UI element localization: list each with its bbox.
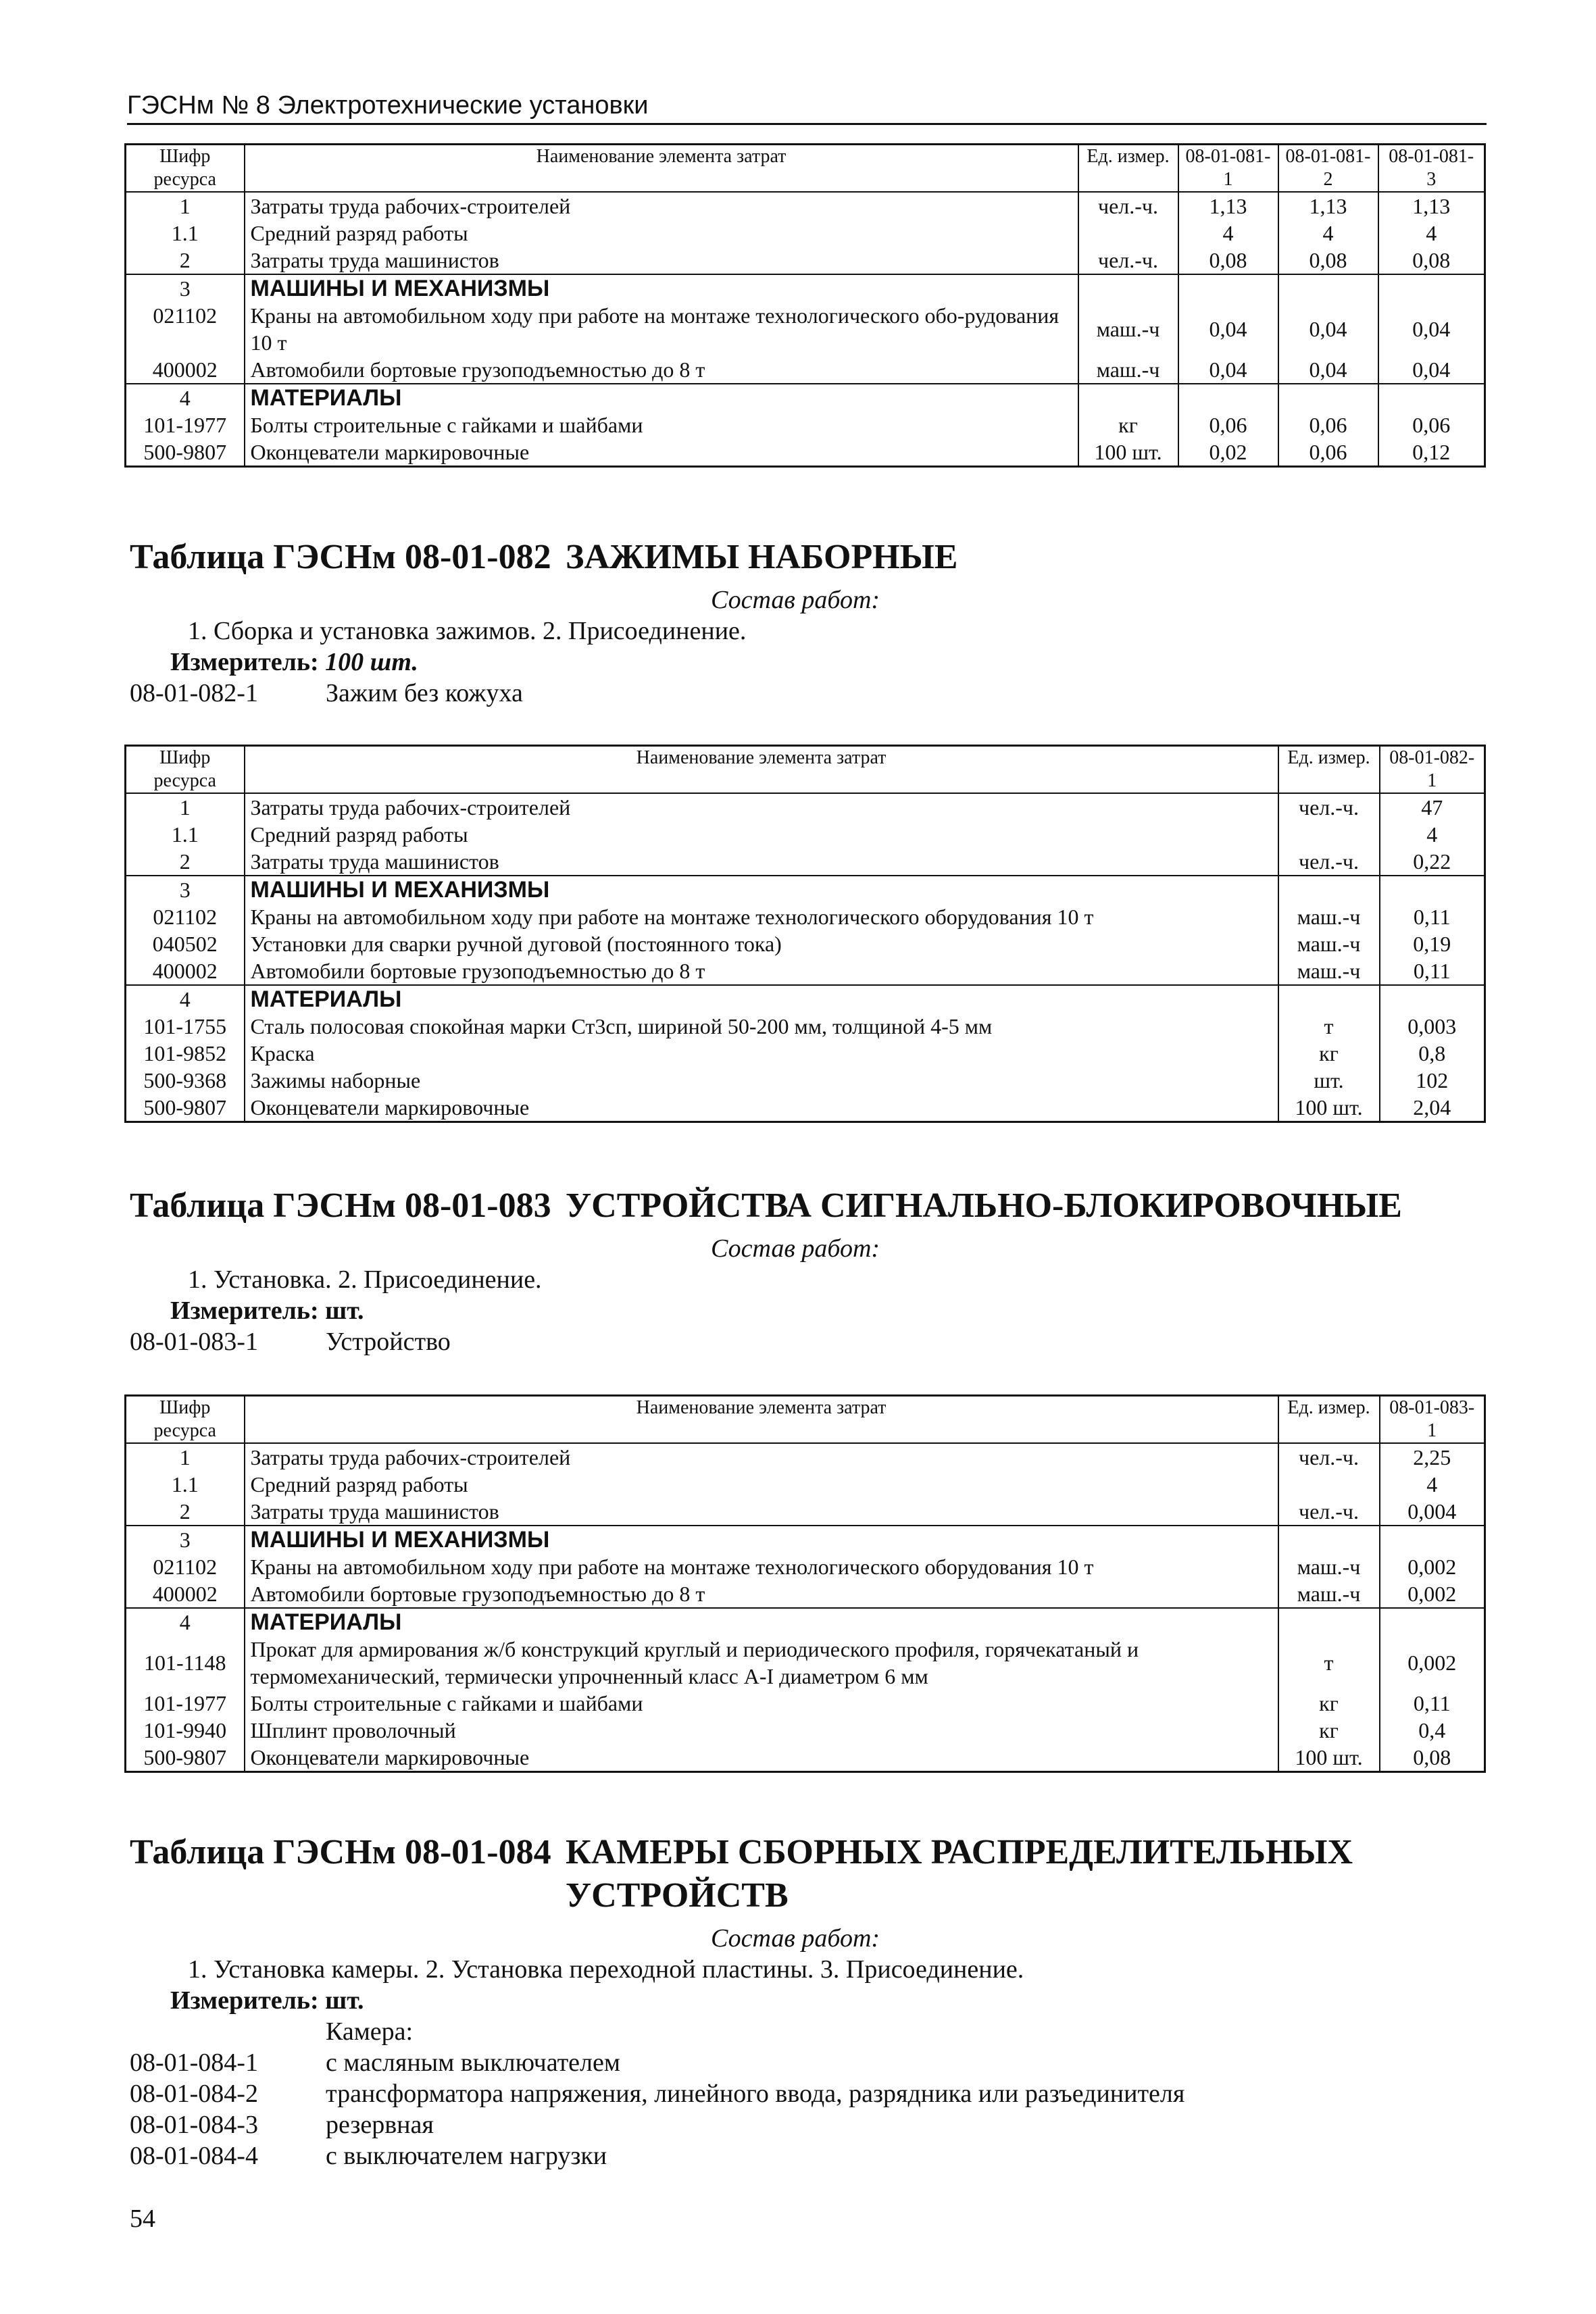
cell-unit: шт. <box>1278 1067 1380 1094</box>
table-row <box>126 821 1485 848</box>
variant-code: 08-01-084-1 <box>130 2048 258 2077</box>
cell-value: 0,4 <box>1380 1717 1485 1744</box>
variant-name: Зажим без кожуха <box>326 679 523 707</box>
cell-code: 500-9368 <box>126 1067 245 1094</box>
table-row <box>126 876 1485 903</box>
cell-unit <box>1278 1608 1380 1636</box>
cell-value: 4 <box>1178 220 1278 247</box>
cell-unit: чел.-ч. <box>1278 848 1380 876</box>
cell-value: 0,08 <box>1278 247 1378 274</box>
col-header-name: Наименование элемента затрат <box>245 1396 1278 1444</box>
cell-unit: т <box>1278 1636 1380 1690</box>
cell-unit <box>1278 1471 1380 1498</box>
cell-name: Болты строительные с гайками и шайбами <box>245 411 1078 438</box>
table-name: ЗАЖИМЫ НАБОРНЫЕ <box>566 538 958 576</box>
col-header-code: Шифр ресурса <box>126 145 245 193</box>
cell-code: 1 <box>126 1443 245 1471</box>
cell-value <box>1178 384 1278 411</box>
cell-value: 0,11 <box>1380 903 1485 930</box>
table-title-083 <box>130 1186 1402 1226</box>
cell-name: Оконцеватели маркировочные <box>245 1744 1278 1772</box>
cell-code: 101-1755 <box>126 1013 245 1040</box>
cell-value: 0,06 <box>1278 411 1378 438</box>
cell-name: Средний разряд работы <box>245 220 1078 247</box>
cell-value <box>1380 876 1485 903</box>
cell-name: Затраты труда рабочих-строителей <box>245 1443 1278 1471</box>
section-heading: МАТЕРИАЛЫ <box>245 1608 1278 1636</box>
variant-code: 08-01-084-3 <box>130 2111 258 2139</box>
col-header-code: Шифр ресурса <box>126 746 245 794</box>
cell-name: Средний разряд работы <box>245 1471 1278 1498</box>
measure-label: Измеритель: <box>170 648 319 676</box>
section-heading: МАШИНЫ И МЕХАНИЗМЫ <box>245 274 1078 302</box>
cell-value <box>1378 384 1485 411</box>
cell-name: Краска <box>245 1040 1278 1067</box>
table-name: УСТРОЙСТВА СИГНАЛЬНО-БЛОКИРОВОЧНЫЕ <box>566 1186 1402 1225</box>
table-title-082 <box>130 537 958 578</box>
variant-code: 08-01-084-2 <box>130 2080 258 2108</box>
cell-unit: т <box>1278 1013 1380 1040</box>
cell-value: 1,13 <box>1378 192 1485 220</box>
cell-name: Оконцеватели маркировочные <box>245 438 1078 467</box>
cell-name: Затраты труда машинистов <box>245 848 1278 876</box>
cell-name: Затраты труда рабочих-строителей <box>245 793 1278 821</box>
table-row <box>126 930 1485 957</box>
cell-unit: чел.-ч. <box>1278 793 1380 821</box>
cell-name: Болты строительные с гайками и шайбами <box>245 1690 1278 1717</box>
table-row <box>126 1471 1485 1498</box>
section-heading: МАШИНЫ И МЕХАНИЗМЫ <box>245 1526 1278 1553</box>
cell-unit: чел.-ч. <box>1278 1498 1380 1526</box>
cell-value: 0,004 <box>1380 1498 1485 1526</box>
table-name: УСТРОЙСТВ <box>566 1876 789 1915</box>
col-header-code: Шифр ресурса <box>126 1396 245 1444</box>
table-row <box>126 247 1485 274</box>
cell-unit: маш.-ч <box>1278 903 1380 930</box>
measure-value: шт. <box>325 1297 364 1325</box>
cell-unit: кг <box>1278 1717 1380 1744</box>
cell-unit <box>1078 274 1178 302</box>
cell-value: 0,04 <box>1278 302 1378 356</box>
table-row <box>126 1013 1485 1040</box>
cell-unit: маш.-ч <box>1278 957 1380 985</box>
col-header-unit: Ед. измер. <box>1278 1396 1380 1444</box>
cell-value: 0,04 <box>1278 356 1378 384</box>
variant-name: Устройство <box>326 1328 451 1356</box>
cell-value: 0,08 <box>1380 1744 1485 1772</box>
cell-value: 0,12 <box>1378 438 1485 467</box>
table-row <box>126 438 1485 467</box>
cell-code: 101-9852 <box>126 1040 245 1067</box>
cell-code: 400002 <box>126 356 245 384</box>
cell-unit: маш.-ч <box>1278 930 1380 957</box>
norm-table-082 <box>124 745 1486 1123</box>
cell-code: 021102 <box>126 1553 245 1580</box>
cell-value <box>1380 1608 1485 1636</box>
variant-name: с масляным выключателем <box>326 2048 620 2077</box>
measure-label: Измеритель: <box>170 1297 319 1325</box>
cell-unit <box>1078 384 1178 411</box>
cell-name: Зажимы наборные <box>245 1067 1278 1094</box>
cell-value <box>1380 985 1485 1013</box>
cell-name: Оконцеватели маркировочные <box>245 1094 1278 1122</box>
page-number: 54 <box>130 2205 155 2233</box>
cell-value: 4 <box>1380 821 1485 848</box>
cell-unit <box>1278 876 1380 903</box>
cell-code: 500-9807 <box>126 1094 245 1122</box>
cell-name: Автомобили бортовые грузоподъемностью до 8 т <box>245 356 1078 384</box>
cell-unit <box>1278 821 1380 848</box>
cell-value: 2,25 <box>1380 1443 1485 1471</box>
table-row <box>126 302 1485 356</box>
cell-value: 102 <box>1380 1067 1485 1094</box>
cell-code: 1.1 <box>126 1471 245 1498</box>
variant-code: 08-01-084-4 <box>130 2142 258 2170</box>
work-composition-text: 1. Установка. 2. Присоединение. <box>188 1265 542 1294</box>
col-header-value: 08-01-081-1 <box>1178 145 1278 193</box>
cell-name: Средний разряд работы <box>245 821 1278 848</box>
table-row <box>126 1744 1485 1772</box>
cell-code: 021102 <box>126 302 245 356</box>
variant-code: 08-01-082-1 <box>130 679 258 707</box>
cell-code: 400002 <box>126 957 245 985</box>
work-composition-label: Состав работ: <box>711 1234 880 1263</box>
cell-code: 3 <box>126 274 245 302</box>
col-header-value: 08-01-082-1 <box>1380 746 1485 794</box>
table-row <box>126 903 1485 930</box>
table-row <box>126 384 1485 411</box>
cell-value: 4 <box>1380 1471 1485 1498</box>
norm-table-083 <box>124 1394 1486 1773</box>
cell-value <box>1378 274 1485 302</box>
cell-value: 0,02 <box>1178 438 1278 467</box>
table-row <box>126 1717 1485 1744</box>
cell-code: 040502 <box>126 930 245 957</box>
cell-unit: маш.-ч <box>1078 356 1178 384</box>
measure-line <box>170 1985 364 2016</box>
cell-name: Шплинт проволочный <box>245 1717 1278 1744</box>
cell-value: 0,04 <box>1178 302 1278 356</box>
cell-value: 0,002 <box>1380 1580 1485 1608</box>
cell-code: 4 <box>126 384 245 411</box>
cell-value <box>1278 274 1378 302</box>
variant-code: 08-01-083-1 <box>130 1328 258 1356</box>
cell-value: 0,06 <box>1378 411 1485 438</box>
work-composition-text: 1. Установка камеры. 2. Установка переходной пластины. 3. Присоединение. <box>188 1955 1024 1984</box>
col-header-value: 08-01-083-1 <box>1380 1396 1485 1444</box>
running-header: ГЭСНм № 8 Электротехнические установки <box>127 89 1487 125</box>
cell-unit: кг <box>1278 1040 1380 1067</box>
table-row <box>126 985 1485 1013</box>
cell-name: Краны на автомобильном ходу при работе на монтаже технологического обо-рудования 10 т <box>245 302 1078 356</box>
table-row <box>126 1067 1485 1094</box>
cell-unit: маш.-ч <box>1278 1553 1380 1580</box>
cell-name: Автомобили бортовые грузоподъемностью до 8 т <box>245 957 1278 985</box>
cell-code: 4 <box>126 985 245 1013</box>
cell-value: 0,08 <box>1178 247 1278 274</box>
table-row <box>126 1094 1485 1122</box>
cell-unit <box>1278 985 1380 1013</box>
cell-unit: чел.-ч. <box>1078 247 1178 274</box>
cell-code: 4 <box>126 1608 245 1636</box>
cell-name: Затраты труда машинистов <box>245 247 1078 274</box>
cell-unit: чел.-ч. <box>1278 1443 1380 1471</box>
cell-code: 2 <box>126 247 245 274</box>
cell-value: 0,11 <box>1380 1690 1485 1717</box>
measure-line <box>170 647 418 678</box>
cell-code: 2 <box>126 848 245 876</box>
cell-code: 1.1 <box>126 220 245 247</box>
table-code: Таблица ГЭСНм 08-01-084 <box>130 1833 551 1871</box>
cell-name: Затраты труда рабочих-строителей <box>245 192 1078 220</box>
cell-value: 4 <box>1278 220 1378 247</box>
cell-value <box>1380 1526 1485 1553</box>
cell-name: Сталь полосовая спокойная марки Ст3сп, шириной 50-200 мм, толщиной 4-5 мм <box>245 1013 1278 1040</box>
cell-value: 0,003 <box>1380 1013 1485 1040</box>
measure-value: 100 шт. <box>325 648 418 676</box>
cell-value: 0,002 <box>1380 1553 1485 1580</box>
table-row <box>126 957 1485 985</box>
section-heading: МАШИНЫ И МЕХАНИЗМЫ <box>245 876 1278 903</box>
cell-code: 500-9807 <box>126 438 245 467</box>
cell-value: 1,13 <box>1178 192 1278 220</box>
measure-line <box>170 1295 364 1326</box>
cell-name: Затраты труда машинистов <box>245 1498 1278 1526</box>
cell-value: 0,04 <box>1378 302 1485 356</box>
variant-group-label: Камера: <box>326 2017 414 2046</box>
cell-unit: кг <box>1278 1690 1380 1717</box>
cell-name: Прокат для армирования ж/б конструкций круглый и периодического профиля, горячекатаный и термомеханический, термически упрочненный класс А-I диаметром 6 мм <box>245 1636 1278 1690</box>
table-row <box>126 1636 1485 1690</box>
cell-value: 0,06 <box>1278 438 1378 467</box>
cell-unit: 100 шт. <box>1278 1094 1380 1122</box>
table-row <box>126 274 1485 302</box>
table-title-084 <box>130 1832 1353 1873</box>
cell-value: 0,002 <box>1380 1636 1485 1690</box>
cell-value: 1,13 <box>1278 192 1378 220</box>
table-row <box>126 1443 1485 1471</box>
cell-unit: маш.-ч <box>1078 302 1178 356</box>
cell-code: 101-1148 <box>126 1636 245 1690</box>
table-row <box>126 411 1485 438</box>
cell-value: 0,8 <box>1380 1040 1485 1067</box>
variant-name: трансформатора напряжения, линейного ввода, разрядника или разъединителя <box>326 2080 1185 2108</box>
norm-table-081 <box>124 143 1486 468</box>
table-row <box>126 1553 1485 1580</box>
measure-value: шт. <box>325 1986 364 2015</box>
table-row <box>126 1498 1485 1526</box>
measure-label: Измеритель: <box>170 1986 319 2015</box>
table-name: КАМЕРЫ СБОРНЫХ РАСПРЕДЕЛИТЕЛЬНЫХ <box>566 1833 1353 1871</box>
cell-code: 2 <box>126 1498 245 1526</box>
cell-unit <box>1278 1526 1380 1553</box>
table-code: Таблица ГЭСНм 08-01-082 <box>130 538 551 576</box>
table-row <box>126 220 1485 247</box>
table-row <box>126 1040 1485 1067</box>
cell-code: 3 <box>126 876 245 903</box>
cell-value: 0,22 <box>1380 848 1485 876</box>
cell-value <box>1178 274 1278 302</box>
work-composition-text: 1. Сборка и установка зажимов. 2. Присоединение. <box>188 617 747 645</box>
table-row <box>126 848 1485 876</box>
cell-value: 0,04 <box>1378 356 1485 384</box>
cell-unit: кг <box>1078 411 1178 438</box>
cell-value: 0,06 <box>1178 411 1278 438</box>
cell-value: 0,19 <box>1380 930 1485 957</box>
col-header-name: Наименование элемента затрат <box>245 145 1078 193</box>
cell-unit <box>1078 220 1178 247</box>
table-row <box>126 1608 1485 1636</box>
cell-code: 400002 <box>126 1580 245 1608</box>
table-row <box>126 1690 1485 1717</box>
variant-name: с выключателем нагрузки <box>326 2142 607 2170</box>
cell-unit: чел.-ч. <box>1078 192 1178 220</box>
col-header-name: Наименование элемента затрат <box>245 746 1278 794</box>
table-row <box>126 1580 1485 1608</box>
cell-name: Краны на автомобильном ходу при работе на монтаже технологического оборудования 10 т <box>245 903 1278 930</box>
cell-code: 1.1 <box>126 821 245 848</box>
col-header-unit: Ед. измер. <box>1278 746 1380 794</box>
col-header-value: 08-01-081-3 <box>1378 145 1485 193</box>
cell-unit: 100 шт. <box>1278 1744 1380 1772</box>
work-composition-label: Состав работ: <box>711 1924 880 1953</box>
table-code: Таблица ГЭСНм 08-01-083 <box>130 1186 551 1225</box>
cell-value: 0,08 <box>1378 247 1485 274</box>
table-row <box>126 356 1485 384</box>
cell-unit: 100 шт. <box>1078 438 1178 467</box>
cell-value: 47 <box>1380 793 1485 821</box>
cell-value <box>1278 384 1378 411</box>
cell-value: 2,04 <box>1380 1094 1485 1122</box>
cell-value: 0,11 <box>1380 957 1485 985</box>
cell-code: 101-1977 <box>126 411 245 438</box>
cell-code: 1 <box>126 793 245 821</box>
cell-value: 0,04 <box>1178 356 1278 384</box>
cell-value: 4 <box>1378 220 1485 247</box>
cell-unit: маш.-ч <box>1278 1580 1380 1608</box>
cell-code: 101-9940 <box>126 1717 245 1744</box>
cell-code: 1 <box>126 192 245 220</box>
cell-name: Краны на автомобильном ходу при работе на монтаже технологического оборудования 10 т <box>245 1553 1278 1580</box>
cell-code: 3 <box>126 1526 245 1553</box>
table-row <box>126 192 1485 220</box>
work-composition-label: Состав работ: <box>711 586 880 614</box>
cell-name: Автомобили бортовые грузоподъемностью до 8 т <box>245 1580 1278 1608</box>
col-header-value: 08-01-081-2 <box>1278 145 1378 193</box>
table-row <box>126 793 1485 821</box>
cell-code: 101-1977 <box>126 1690 245 1717</box>
col-header-unit: Ед. измер. <box>1078 145 1178 193</box>
cell-name: Установки для сварки ручной дуговой (постоянного тока) <box>245 930 1278 957</box>
section-heading: МАТЕРИАЛЫ <box>245 384 1078 411</box>
section-heading: МАТЕРИАЛЫ <box>245 985 1278 1013</box>
cell-code: 500-9807 <box>126 1744 245 1772</box>
variant-name: резервная <box>326 2111 434 2139</box>
cell-code: 021102 <box>126 903 245 930</box>
table-row <box>126 1526 1485 1553</box>
